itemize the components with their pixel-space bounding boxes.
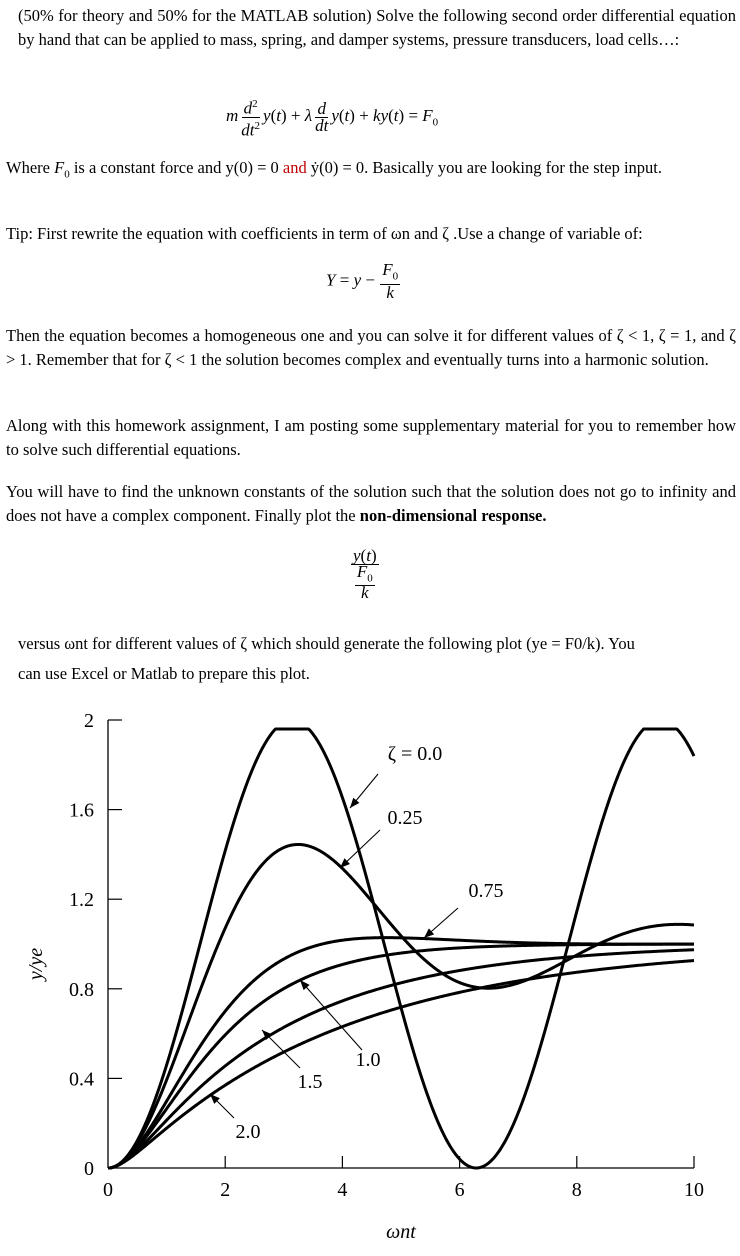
ratio-equation: $\frac{y(t)}{\frac{F_0}{k}}$ [353,546,377,603]
tip-paragraph: Tip: First rewrite the equation with coefficients in term of ωn and ζ .Use a change of variable of: [6,224,643,243]
curve-zeta-1 [108,944,694,1168]
curve-leader-arrowhead [350,798,359,808]
where-paragraph: Where $F_0$ is a constant force and y(0) = 0 and ẏ(0) = 0. Basically you are looking for the step input. [6,158,662,181]
x-axis-label: ωnt [386,1221,416,1243]
x-tick-label: 10 [684,1179,704,1201]
x-tick-label: 0 [103,1179,113,1201]
x-tick-label: 8 [571,1179,582,1201]
curve-label-zeta: 1.5 [297,1071,323,1093]
curve-label-zeta: 1.0 [355,1049,381,1071]
curve-zeta-1-5 [108,950,694,1168]
main-equation: m $\frac{d^2}{dt^2}$ y(t) + λ $\frac{d}{dt}$ $y(t) + ky(t) = F_0$ [226,98,439,140]
x-tick-label: 2 [220,1179,231,1201]
curve-label-zeta: 2.0 [235,1121,261,1143]
y-tick-label: 1.6 [69,799,94,822]
intro-paragraph: (50% for theory and 50% for the MATLAB solution) Solve the following second order differential equation by hand that can be applied to mass, spring, and damper systems, pressure transducers, load cells…: [18,6,736,49]
change-of-variable-equation: Y = y − $\frac{F_0}{k}$ [326,260,399,303]
then-paragraph: Then the equation becomes a homogeneous one and you can solve it for different values of ζ < 1, ζ = 1, and ζ > 1. Remember that for ζ < 1 the solution becomes complex and eventually turns into a harmonic solution. [6,326,736,369]
y-axis-label: y/ye [25,947,47,981]
along-paragraph: Along with this homework assignment, I am posting some supplementary material for you to remember how to solve such differential equations. [6,416,736,459]
excel-paragraph: can use Excel or Matlab to prepare this plot. [18,664,310,683]
curve-label-zeta: ζ = 0.0 [387,743,443,765]
y-tick-label: 2 [84,710,94,732]
curve-label-zeta: 0.75 [468,880,504,902]
find-paragraph: You will have to find the unknown constants of the solution such that the solution does not go to infinity and does not have a complex component. Finally plot the non-dimensional response. [6,482,736,525]
x-tick-label: 4 [337,1179,348,1201]
y-tick-label: 0 [84,1158,94,1180]
x-tick-label: 6 [454,1179,465,1201]
curve-zeta-0 [108,729,694,1168]
curve-label-zeta: 0.25 [387,807,423,829]
y-tick-label: 1.2 [69,889,94,912]
curve-zeta-2 [108,961,694,1168]
step-response-chart [0,690,740,1256]
y-tick-label: 0.8 [69,978,94,1001]
chart-labels [25,710,704,1243]
chart-curves [108,729,694,1168]
versus-paragraph: versus ωnt for different values of ζ which should generate the following plot (ye = F0/k). You [18,634,635,653]
curve-zeta-0-75 [108,938,694,1168]
y-tick-label: 0.4 [69,1068,94,1091]
